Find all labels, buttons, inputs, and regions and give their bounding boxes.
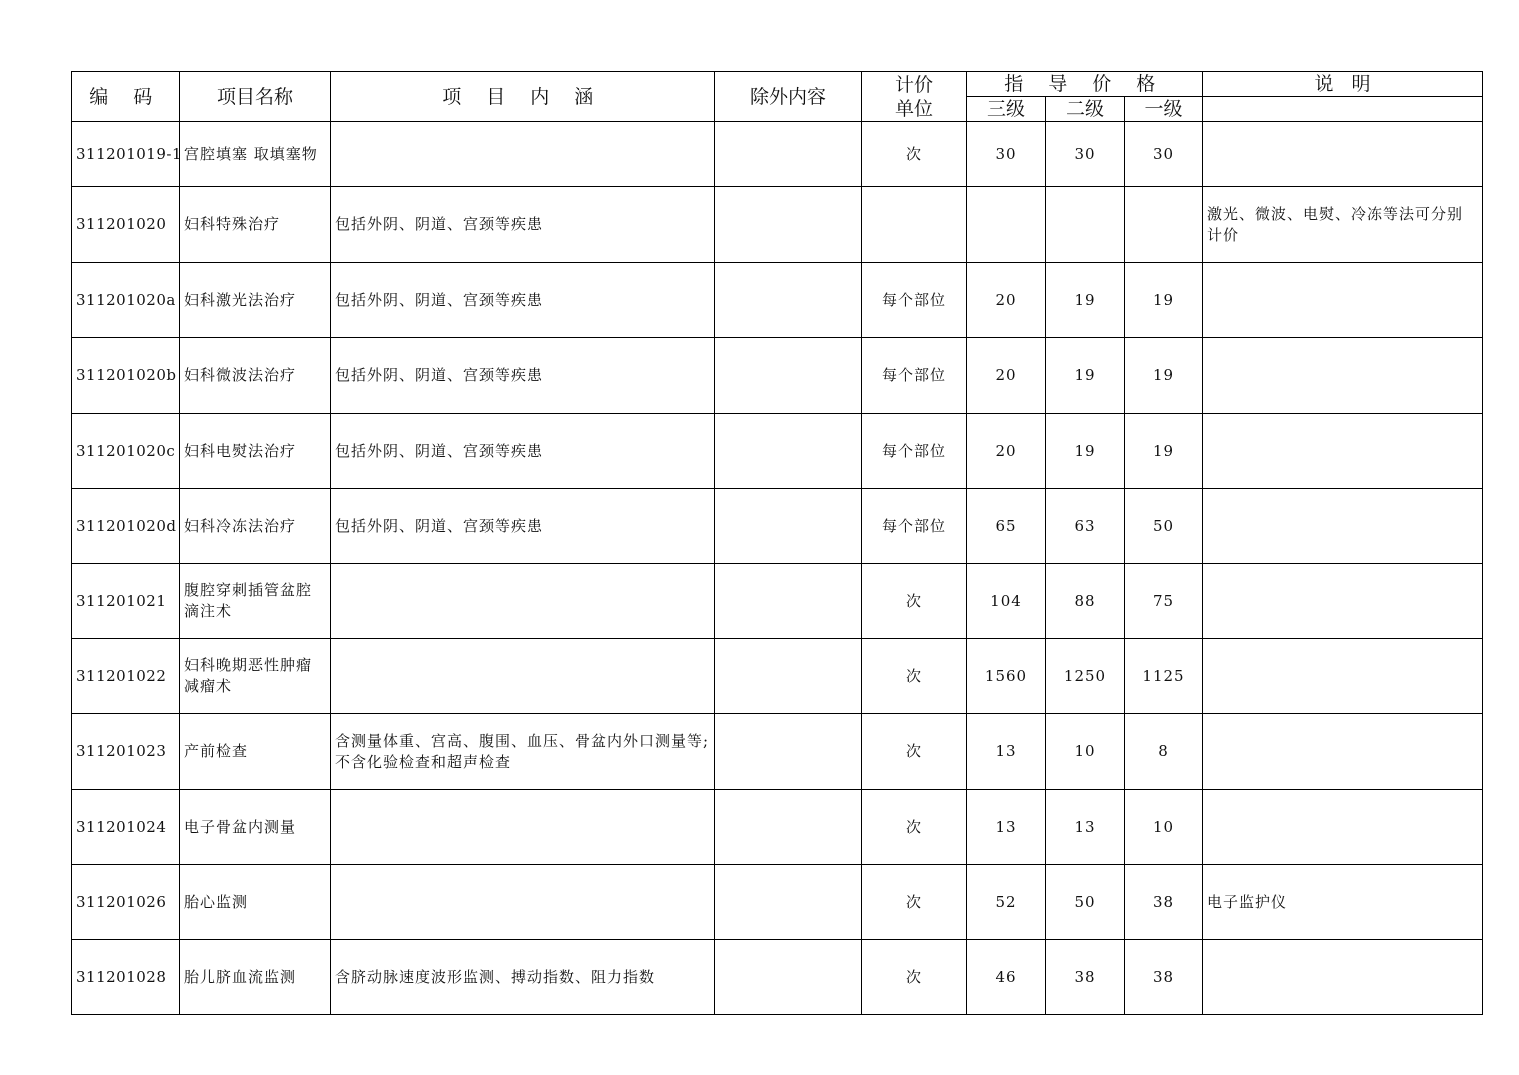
table-row: [72, 263, 1483, 338]
row-unit: 每个部位: [862, 263, 967, 338]
row-price-level1: 1125: [1125, 639, 1203, 714]
row-name: 宫腔填塞 取填塞物: [180, 122, 331, 187]
row-price-level2: 38: [1046, 940, 1125, 1015]
row-price-level3: 46: [967, 940, 1046, 1015]
table-row: [72, 790, 1483, 865]
row-name: 妇科晚期恶性肿瘤减瘤术: [180, 639, 331, 714]
header-note-blank: [1203, 97, 1483, 122]
header-exclusion: 除外内容: [715, 72, 862, 122]
table-row: [72, 489, 1483, 564]
row-content: [331, 639, 715, 714]
row-price-level1: 19: [1125, 338, 1203, 414]
header-note: 说 明: [1203, 72, 1483, 97]
header-content: 项 目 内 涵: [331, 72, 715, 122]
table-row: [72, 940, 1483, 1015]
row-note: [1203, 714, 1483, 790]
row-code: 311201020b: [72, 338, 180, 414]
row-exclusion: [715, 187, 862, 263]
row-price-level2: 1250: [1046, 639, 1125, 714]
row-name: 妇科微波法治疗: [180, 338, 331, 414]
row-unit: 次: [862, 122, 967, 187]
row-name: 妇科电熨法治疗: [180, 414, 331, 489]
row-exclusion: [715, 790, 862, 865]
row-exclusion: [715, 639, 862, 714]
row-code: 311201020: [72, 187, 180, 263]
row-content: 含测量体重、宫高、腹围、血压、骨盆内外口测量等;不含化验检查和超声检查: [331, 714, 715, 790]
row-price-level2: 10: [1046, 714, 1125, 790]
row-unit: 次: [862, 940, 967, 1015]
row-price-level1: 50: [1125, 489, 1203, 564]
row-unit: 次: [862, 639, 967, 714]
row-price-level3: 13: [967, 714, 1046, 790]
row-price-level2: 19: [1046, 263, 1125, 338]
row-price-level1: 30: [1125, 122, 1203, 187]
row-name: 妇科冷冻法治疗: [180, 489, 331, 564]
row-note: [1203, 489, 1483, 564]
row-note: [1203, 639, 1483, 714]
row-code: 311201019-1: [72, 122, 180, 187]
row-note: 电子监护仪: [1203, 865, 1483, 940]
row-price-level2: 19: [1046, 338, 1125, 414]
row-price-level1: 19: [1125, 263, 1203, 338]
row-price-level3: 30: [967, 122, 1046, 187]
row-exclusion: [715, 414, 862, 489]
row-exclusion: [715, 564, 862, 639]
row-price-level3: 13: [967, 790, 1046, 865]
row-content: [331, 865, 715, 940]
row-note: [1203, 790, 1483, 865]
row-price-level3: 65: [967, 489, 1046, 564]
row-exclusion: [715, 263, 862, 338]
row-price-level3: [967, 187, 1046, 263]
row-price-level1: 75: [1125, 564, 1203, 639]
row-content: 含脐动脉速度波形监测、搏动指数、阻力指数: [331, 940, 715, 1015]
row-content: 包括外阴、阴道、宫颈等疾患: [331, 338, 715, 414]
row-unit: [862, 187, 967, 263]
row-code: 311201021: [72, 564, 180, 639]
table-row: [72, 122, 1483, 187]
row-unit: 每个部位: [862, 414, 967, 489]
row-code: 311201028: [72, 940, 180, 1015]
row-price-level2: 30: [1046, 122, 1125, 187]
row-content: [331, 790, 715, 865]
row-exclusion: [715, 714, 862, 790]
row-price-level1: 38: [1125, 865, 1203, 940]
row-price-level1: 8: [1125, 714, 1203, 790]
table-row: [72, 714, 1483, 790]
row-code: 311201020d: [72, 489, 180, 564]
header-unit: 计价 单位: [862, 72, 967, 122]
row-price-level3: 20: [967, 338, 1046, 414]
row-price-level1: 10: [1125, 790, 1203, 865]
row-unit: 每个部位: [862, 489, 967, 564]
row-unit: 次: [862, 790, 967, 865]
header-name: 项目名称: [180, 72, 331, 122]
row-code: 311201026: [72, 865, 180, 940]
header-level1: 一级: [1125, 97, 1203, 122]
row-note: 激光、微波、电熨、冷冻等法可分别计价: [1203, 187, 1483, 263]
row-content: 包括外阴、阴道、宫颈等疾患: [331, 187, 715, 263]
header-code: 编 码: [72, 72, 180, 122]
row-code: 311201024: [72, 790, 180, 865]
row-price-level3: 104: [967, 564, 1046, 639]
row-content: 包括外阴、阴道、宫颈等疾患: [331, 489, 715, 564]
row-unit: 次: [862, 564, 967, 639]
row-unit: 次: [862, 714, 967, 790]
row-price-level3: 20: [967, 263, 1046, 338]
row-price-level2: 50: [1046, 865, 1125, 940]
table-row: [72, 187, 1483, 263]
table-row: [72, 414, 1483, 489]
row-price-level2: 13: [1046, 790, 1125, 865]
row-name: 腹腔穿刺插管盆腔滴注术: [180, 564, 331, 639]
row-name: 产前检查: [180, 714, 331, 790]
row-note: [1203, 122, 1483, 187]
row-price-level2: 88: [1046, 564, 1125, 639]
price-table: [71, 71, 1483, 1015]
table-row: [72, 564, 1483, 639]
row-name: 妇科特殊治疗: [180, 187, 331, 263]
row-exclusion: [715, 940, 862, 1015]
table-row: [72, 639, 1483, 714]
row-price-level1: [1125, 187, 1203, 263]
row-name: 胎心监测: [180, 865, 331, 940]
row-exclusion: [715, 865, 862, 940]
header-level2: 二级: [1046, 97, 1125, 122]
row-price-level1: 38: [1125, 940, 1203, 1015]
row-exclusion: [715, 338, 862, 414]
row-price-level3: 20: [967, 414, 1046, 489]
row-unit: 每个部位: [862, 338, 967, 414]
row-price-level2: 63: [1046, 489, 1125, 564]
row-price-level1: 19: [1125, 414, 1203, 489]
row-content: [331, 564, 715, 639]
row-exclusion: [715, 489, 862, 564]
row-code: 311201020c: [72, 414, 180, 489]
row-price-level3: 1560: [967, 639, 1046, 714]
row-note: [1203, 564, 1483, 639]
row-name: 电子骨盆内测量: [180, 790, 331, 865]
row-code: 311201023: [72, 714, 180, 790]
row-content: 包括外阴、阴道、宫颈等疾患: [331, 414, 715, 489]
row-name: 胎儿脐血流监测: [180, 940, 331, 1015]
row-content: 包括外阴、阴道、宫颈等疾患: [331, 263, 715, 338]
row-exclusion: [715, 122, 862, 187]
row-name: 妇科激光法治疗: [180, 263, 331, 338]
table-row: [72, 865, 1483, 940]
row-note: [1203, 263, 1483, 338]
row-price-level3: 52: [967, 865, 1046, 940]
row-unit: 次: [862, 865, 967, 940]
row-price-level2: [1046, 187, 1125, 263]
row-price-level2: 19: [1046, 414, 1125, 489]
table-row: [72, 338, 1483, 414]
row-note: [1203, 414, 1483, 489]
row-content: [331, 122, 715, 187]
header-level3: 三级: [967, 97, 1046, 122]
row-code: 311201020a: [72, 263, 180, 338]
row-note: [1203, 940, 1483, 1015]
row-code: 311201022: [72, 639, 180, 714]
header-guide-price: 指 导 价 格: [967, 72, 1203, 97]
row-note: [1203, 338, 1483, 414]
